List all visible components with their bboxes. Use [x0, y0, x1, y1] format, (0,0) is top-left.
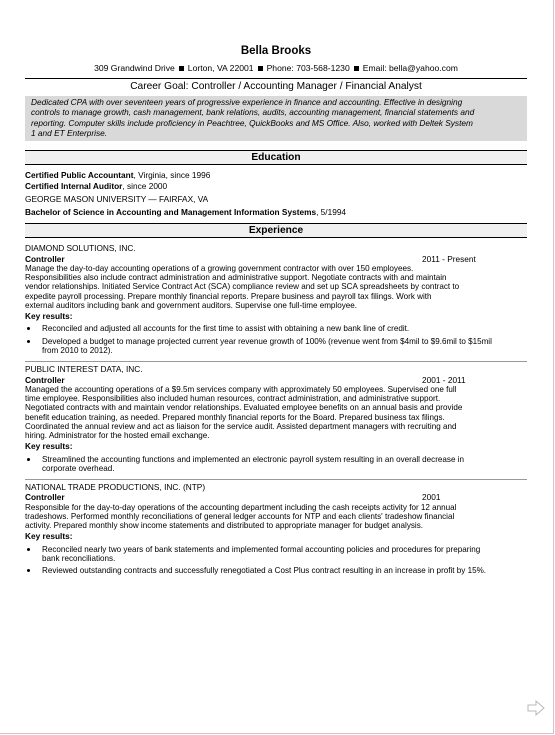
- experience-section: [25, 243, 527, 575]
- square-bullet-icon: [354, 66, 359, 71]
- job-header: [25, 375, 527, 385]
- key-result-line: bank reconciliations.: [42, 553, 116, 563]
- header-divider: [25, 78, 527, 79]
- job-description: [25, 264, 527, 310]
- description-line: activity. Prepared monthly show income statements and distributed to appropriate manager for budget analysis.: [25, 521, 424, 531]
- contact-phone: Phone: 703-568-1230: [266, 63, 350, 73]
- summary-line: 1 and ET Enterprise.: [31, 128, 108, 139]
- description-line: external auditors including bank and government auditors. Supervise one full-time employee.: [25, 300, 358, 310]
- key-results-label: Key results:: [25, 531, 73, 542]
- resume-name: Bella Brooks: [240, 45, 312, 57]
- job-divider: [25, 361, 527, 362]
- job-header: [25, 492, 527, 502]
- key-result-item: [25, 337, 527, 355]
- degree-title: Bachelor of Science in Accounting and Management Information Systems: [25, 206, 317, 217]
- key-result-line: from 2010 to 2012).: [42, 345, 113, 355]
- square-bullet-icon: [258, 66, 263, 71]
- description-line: Coordinated the annual review and act as liaison for the service audit. Assisted department managers with recruiting and: [25, 421, 457, 431]
- job-dates: 2001 - 2011: [422, 374, 466, 385]
- bullet-icon: [27, 569, 30, 572]
- school-name: GEORGE MASON UNIVERSITY — FAIRFAX, VA: [25, 194, 209, 205]
- description-line: hiring. Administrator for the hosted email exchange.: [25, 430, 210, 440]
- cert-cpa-detail: , Virginia, since 1996: [133, 169, 211, 180]
- company-name: NATIONAL TRADE PRODUCTIONS, INC. (NTP): [25, 481, 206, 492]
- next-arrow-icon[interactable]: [527, 700, 545, 716]
- contact-city: Lorton, VA 22001: [187, 63, 254, 73]
- bullet-icon: [27, 340, 30, 343]
- job-description: [25, 503, 527, 531]
- company-name: PUBLIC INTEREST DATA, INC.: [25, 364, 143, 375]
- key-result-line: Reviewed outstanding contracts and successfully renegotiated a Cost Plus contract resulting in an increase in profit by 15%.: [42, 566, 487, 576]
- summary-line: Dedicated CPA with over seventeen years of progressive experience in finance and accounting. Effective in designing: [31, 97, 463, 107]
- job-entry: [25, 243, 527, 355]
- education-section: [25, 170, 527, 218]
- job-title: Controller: [25, 374, 65, 385]
- summary-line: reporting. Computer skills include proficiency in Peachtree, QuickBooks and MS Office. Also, worked with Deltek System: [31, 117, 473, 128]
- key-result-item: [25, 324, 527, 333]
- cert-cia: [25, 181, 527, 191]
- bullet-icon: [27, 548, 30, 551]
- contact-address: 309 Grandwind Drive: [94, 63, 175, 73]
- job-dates: 2001: [422, 492, 441, 503]
- summary-box: [25, 96, 527, 141]
- description-line: Negotiated contracts with and maintain vendor relationships. Evaluated employee benefits on an annual basis and provide: [25, 403, 463, 413]
- key-results-label: Key results:: [25, 311, 73, 322]
- key-results-label: Key results:: [25, 441, 73, 452]
- key-result-item: [25, 455, 527, 473]
- description-line: expedite payroll processing. Prepare monthly financial reports. Prepare business and payroll tax filings. Work with: [25, 291, 432, 301]
- key-result-line: corporate overhead.: [42, 463, 115, 473]
- bullet-icon: [27, 327, 30, 330]
- description-line: benefit education training, as needed. Prepared monthly financial reports for the Board. Prepared business tax filings.: [25, 412, 445, 422]
- key-results-list: [25, 545, 527, 576]
- job-title: Controller: [25, 253, 65, 264]
- description-line: tradeshows. Performed monthly reconciliations of general ledger accounts for NTP and each clients' tradeshow financial: [25, 511, 455, 521]
- key-results-list: [25, 455, 527, 473]
- key-result-line: Reconciled and adjusted all accounts for the first time to assist with obtaining a new bank line of credit.: [42, 324, 410, 334]
- cert-cia-title: Certified Internal Auditor: [25, 181, 123, 192]
- key-results-list: [25, 324, 527, 355]
- bullet-icon: [27, 458, 30, 461]
- job-dates: 2011 - Present: [422, 253, 476, 264]
- description-line: Responsible for the day-to-day operations of the accounting department including the cash receipts activity for 12 annual: [25, 502, 457, 512]
- key-result-item: [25, 566, 527, 575]
- career-goal: Career Goal: Controller / Accounting Manager / Financial Analyst: [130, 81, 422, 92]
- degree-date: , 5/1994: [316, 206, 347, 217]
- description-line: Responsibilities also include contract administration and administrative support. Negotiate contracts with and maintain: [25, 273, 447, 283]
- key-result-item: [25, 545, 527, 563]
- description-line: Manage the day-to-day accounting operations of a growing government contractor with over 150 employees.: [25, 264, 414, 274]
- square-bullet-icon: [179, 66, 184, 71]
- job-entry: [25, 482, 527, 575]
- description-line: vendor relationships. Initiated Service Contract Act (SCA) compliance review and set up SCA spreadsheets by contract to: [25, 282, 460, 292]
- contact-email: Email: bella@yahoo.com: [362, 63, 458, 73]
- job-entry: [25, 364, 527, 473]
- cert-cpa: [25, 170, 527, 180]
- job-title: Controller: [25, 492, 65, 503]
- key-result-line: Streamlined the accounting functions and implemented an electronic payroll system resulting in an overall decrease in: [42, 454, 465, 464]
- description-line: Managed the accounting operations of a $9.5m services company with approximately 50 employees. Supervised one full: [25, 384, 457, 394]
- company-name: DIAMOND SOLUTIONS, INC.: [25, 243, 136, 254]
- summary-line: controls to manage growth, cash management, bank relations, audits, accounting management, financial statements and: [31, 107, 475, 118]
- degree: [25, 207, 527, 217]
- resume-document: [25, 0, 527, 575]
- experience-heading: Experience: [25, 223, 527, 238]
- job-divider: [25, 479, 527, 480]
- job-header: [25, 254, 527, 264]
- cert-cpa-title: Certified Public Accountant: [25, 169, 134, 180]
- description-line: time employee. Responsibilities also included human resources, contract administration, and administrative support.: [25, 394, 441, 404]
- cert-cia-detail: , since 2000: [122, 181, 168, 192]
- education-heading: Education: [25, 150, 527, 165]
- key-result-line: Reconciled nearly two years of bank statements and implemented formal accounting policies and procedures for preparing: [42, 544, 481, 554]
- contact-line: [25, 63, 527, 75]
- key-result-line: Developed a budget to manage projected current year revenue growth of 100% (revenue went from $4mil to $9.6mil to $15mil: [42, 336, 492, 346]
- job-description: [25, 385, 527, 440]
